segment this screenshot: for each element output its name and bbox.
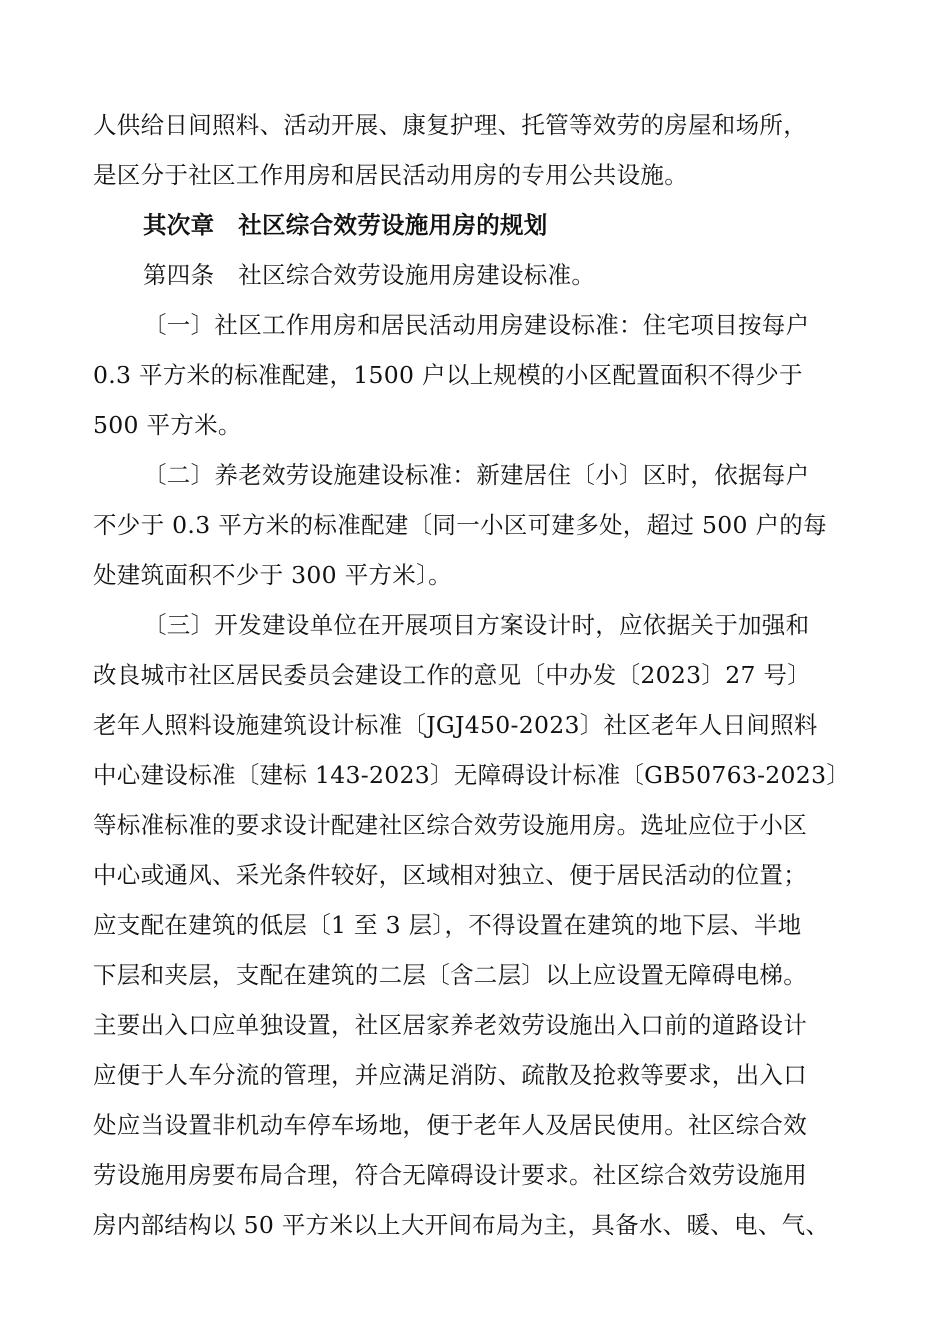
body-text-line: 主要出入口应单独设置，社区居家养老效劳设施出入口前的道路设计 (93, 1011, 807, 1039)
body-text-line: 等标准标准的要求设计配建社区综合效劳设施用房。选址应位于小区 (93, 811, 807, 839)
body-text-line: 〔一〕社区工作用房和居民活动用房建设标准：住宅项目按每户 (143, 311, 810, 339)
body-text-line: 应便于人车分流的管理，并应满足消防、疏散及抢救等要求，出入口 (93, 1061, 807, 1089)
body-text-line: 老年人照料设施建筑设计标准〔JGJ450-2023〕社区老年人日间照料 (93, 711, 818, 739)
body-text-line: 下层和夹层，支配在建筑的二层〔含二层〕以上应设置无障碍电梯。 (93, 961, 807, 989)
body-text-line: 处应当设置非机动车停车场地，便于老年人及居民使用。社区综合效 (93, 1111, 807, 1139)
body-text-line: 房内部结构以 50 平方米以上大开间布局为主，具备水、暖、电、气、 (93, 1211, 830, 1239)
body-text-line: 〔三〕开发建设单位在开展项目方案设计时，应依据关于加强和 (143, 611, 810, 639)
body-text-line: 中心建设标准〔建标 143-2023〕无障碍设计标准〔GB50763-2023〕 (93, 761, 851, 789)
body-text-line: 是区分于社区工作用房和居民活动用房的专用公共设施。 (93, 161, 688, 189)
body-text-line: 人供给日间照料、活动开展、康复护理、托管等效劳的房屋和场所， (93, 111, 807, 139)
article-title: 第四条 社区综合效劳设施用房建设标准。 (143, 261, 596, 289)
body-text-line: 劳设施用房要布局合理，符合无障碍设计要求。社区综合效劳设施用 (93, 1161, 807, 1189)
body-text-line: 不少于 0.3 平方米的标准配建〔同一小区可建多处，超过 500 户的每 (93, 511, 827, 539)
body-text-line: 0.3 平方米的标准配建，1500 户以上规模的小区配置面积不得少于 (93, 361, 803, 389)
body-text-line: 〔二〕养老效劳设施建设标准：新建居住〔小〕区时，依据每户 (143, 461, 810, 489)
body-text-line: 500 平方米。 (93, 411, 242, 439)
body-text-line: 中心或通风、采光条件较好，区域相对独立、便于居民活动的位置； (93, 861, 807, 889)
body-text-line: 处建筑面积不少于 300 平方米〕。 (93, 561, 452, 589)
chapter-heading: 其次章 社区综合效劳设施用房的规划 (143, 211, 548, 239)
body-text-line: 改良城市社区居民委员会建设工作的意见〔中办发〔2023〕27 号〕 (93, 661, 812, 689)
body-text-line: 应支配在建筑的低层〔1 至 3 层〕，不得设置在建筑的地下层、半地 (93, 911, 802, 939)
